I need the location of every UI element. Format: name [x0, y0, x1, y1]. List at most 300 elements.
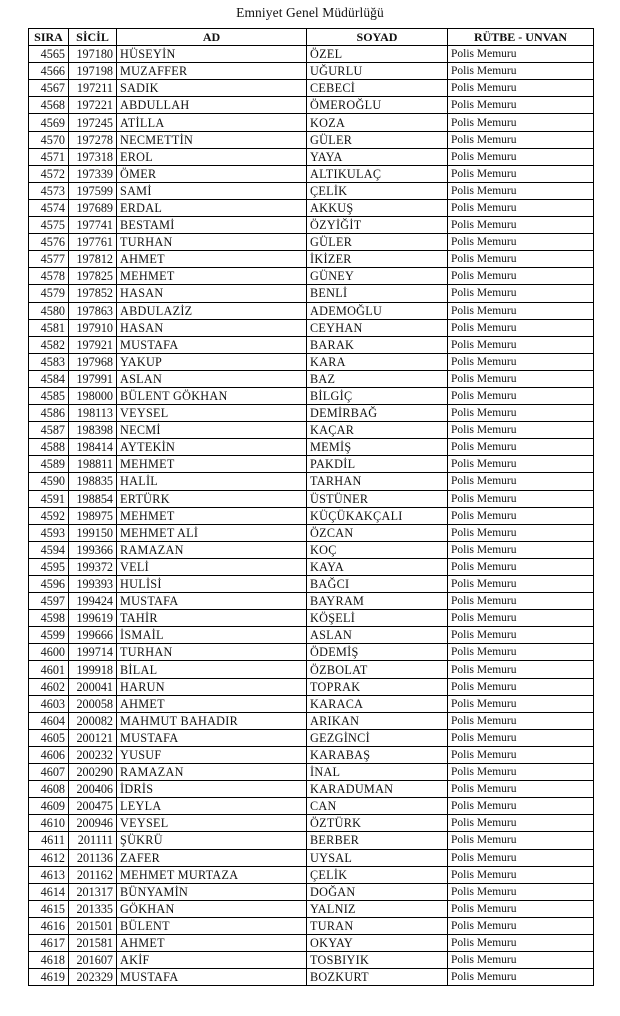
cell-sira: 4579	[29, 285, 69, 302]
cell-soyad: ÖDEMİŞ	[307, 644, 448, 661]
cell-sicil: 200232	[69, 746, 117, 763]
cell-ad: ERDAL	[117, 199, 307, 216]
cell-rutbe-unvan: Polis Memuru	[448, 507, 594, 524]
table-row	[29, 97, 594, 114]
cell-sira: 4575	[29, 217, 69, 234]
cell-ad: AHMET	[117, 251, 307, 268]
cell-sira: 4596	[29, 576, 69, 593]
cell-sicil: 198113	[69, 405, 117, 422]
table-row	[29, 234, 594, 251]
cell-sicil: 198398	[69, 422, 117, 439]
cell-sicil: 200041	[69, 678, 117, 695]
cell-soyad: GÜLER	[307, 234, 448, 251]
cell-sira: 4585	[29, 387, 69, 404]
cell-ad: VEYSEL	[117, 815, 307, 832]
cell-sira: 4618	[29, 952, 69, 969]
cell-rutbe-unvan: Polis Memuru	[448, 746, 594, 763]
cell-sira: 4574	[29, 199, 69, 216]
cell-sira: 4581	[29, 319, 69, 336]
cell-sira: 4601	[29, 661, 69, 678]
table-row	[29, 644, 594, 661]
cell-soyad: İNAL	[307, 764, 448, 781]
column-header-ad: AD	[117, 29, 307, 46]
cell-ad: ATİLLA	[117, 114, 307, 131]
cell-rutbe-unvan: Polis Memuru	[448, 80, 594, 97]
cell-rutbe-unvan: Polis Memuru	[448, 610, 594, 627]
table-row	[29, 866, 594, 883]
cell-sicil: 201607	[69, 952, 117, 969]
cell-sira: 4567	[29, 80, 69, 97]
cell-sira: 4598	[29, 610, 69, 627]
cell-rutbe-unvan: Polis Memuru	[448, 490, 594, 507]
cell-sira: 4615	[29, 900, 69, 917]
table-row	[29, 148, 594, 165]
cell-sicil: 200946	[69, 815, 117, 832]
cell-ad: EROL	[117, 148, 307, 165]
cell-rutbe-unvan: Polis Memuru	[448, 336, 594, 353]
cell-rutbe-unvan: Polis Memuru	[448, 234, 594, 251]
cell-rutbe-unvan: Polis Memuru	[448, 439, 594, 456]
cell-rutbe-unvan: Polis Memuru	[448, 405, 594, 422]
cell-ad: NECMİ	[117, 422, 307, 439]
cell-ad: MUZAFFER	[117, 63, 307, 80]
cell-ad: MEHMET	[117, 507, 307, 524]
cell-ad: VEYSEL	[117, 405, 307, 422]
cell-sira: 4619	[29, 969, 69, 986]
cell-sicil: 197318	[69, 148, 117, 165]
table-row	[29, 165, 594, 182]
cell-sicil: 197599	[69, 182, 117, 199]
cell-ad: RAMAZAN	[117, 541, 307, 558]
cell-sira: 4608	[29, 781, 69, 798]
cell-rutbe-unvan: Polis Memuru	[448, 661, 594, 678]
cell-ad: MUSTAFA	[117, 729, 307, 746]
cell-rutbe-unvan: Polis Memuru	[448, 644, 594, 661]
cell-rutbe-unvan: Polis Memuru	[448, 969, 594, 986]
cell-ad: ŞÜKRÜ	[117, 832, 307, 849]
cell-sicil: 198854	[69, 490, 117, 507]
table-row	[29, 199, 594, 216]
cell-soyad: CEBECİ	[307, 80, 448, 97]
table-row	[29, 661, 594, 678]
cell-rutbe-unvan: Polis Memuru	[448, 934, 594, 951]
cell-soyad: TOPRAK	[307, 678, 448, 695]
cell-sicil: 197852	[69, 285, 117, 302]
table-row	[29, 558, 594, 575]
cell-sira: 4610	[29, 815, 69, 832]
cell-sicil: 199366	[69, 541, 117, 558]
cell-ad: HÜSEYİN	[117, 46, 307, 63]
cell-sicil: 200406	[69, 781, 117, 798]
cell-rutbe-unvan: Polis Memuru	[448, 319, 594, 336]
cell-sicil: 201581	[69, 934, 117, 951]
cell-sira: 4570	[29, 131, 69, 148]
cell-sira: 4586	[29, 405, 69, 422]
table-row	[29, 336, 594, 353]
cell-rutbe-unvan: Polis Memuru	[448, 695, 594, 712]
cell-ad: MAHMUT BAHADIR	[117, 712, 307, 729]
cell-soyad: UĞURLU	[307, 63, 448, 80]
cell-sira: 4573	[29, 182, 69, 199]
cell-sicil: 197245	[69, 114, 117, 131]
table-row	[29, 490, 594, 507]
cell-sicil: 197761	[69, 234, 117, 251]
cell-ad: BESTAMİ	[117, 217, 307, 234]
cell-sira: 4617	[29, 934, 69, 951]
cell-sira: 4590	[29, 473, 69, 490]
table-row	[29, 456, 594, 473]
table-row	[29, 422, 594, 439]
table-row	[29, 182, 594, 199]
cell-rutbe-unvan: Polis Memuru	[448, 798, 594, 815]
cell-sira: 4603	[29, 695, 69, 712]
table-row	[29, 832, 594, 849]
table-row	[29, 883, 594, 900]
cell-soyad: BAZ	[307, 370, 448, 387]
cell-sira: 4589	[29, 456, 69, 473]
cell-rutbe-unvan: Polis Memuru	[448, 97, 594, 114]
cell-sira: 4587	[29, 422, 69, 439]
cell-sicil: 201111	[69, 832, 117, 849]
table-row	[29, 849, 594, 866]
cell-soyad: PAKDİL	[307, 456, 448, 473]
cell-rutbe-unvan: Polis Memuru	[448, 199, 594, 216]
cell-sicil: 201136	[69, 849, 117, 866]
cell-ad: HASAN	[117, 285, 307, 302]
cell-rutbe-unvan: Polis Memuru	[448, 558, 594, 575]
cell-ad: MEHMET	[117, 456, 307, 473]
cell-sicil: 197278	[69, 131, 117, 148]
table-row	[29, 524, 594, 541]
cell-soyad: ÖZYİĞİT	[307, 217, 448, 234]
table-row	[29, 251, 594, 268]
table-row	[29, 217, 594, 234]
cell-sicil: 197863	[69, 302, 117, 319]
cell-rutbe-unvan: Polis Memuru	[448, 900, 594, 917]
cell-soyad: KARA	[307, 353, 448, 370]
cell-soyad: İKİZER	[307, 251, 448, 268]
cell-soyad: BAĞCI	[307, 576, 448, 593]
table-row	[29, 114, 594, 131]
cell-ad: GÖKHAN	[117, 900, 307, 917]
cell-rutbe-unvan: Polis Memuru	[448, 849, 594, 866]
cell-soyad: ÖZEL	[307, 46, 448, 63]
cell-sira: 4577	[29, 251, 69, 268]
cell-sicil: 197825	[69, 268, 117, 285]
cell-soyad: KARABAŞ	[307, 746, 448, 763]
table-row	[29, 746, 594, 763]
table-row	[29, 319, 594, 336]
cell-soyad: KARACA	[307, 695, 448, 712]
cell-sicil: 198975	[69, 507, 117, 524]
column-header-soyad: SOYAD	[307, 29, 448, 46]
cell-soyad: ÇELİK	[307, 866, 448, 883]
cell-rutbe-unvan: Polis Memuru	[448, 781, 594, 798]
cell-ad: HALİL	[117, 473, 307, 490]
cell-soyad: KOÇ	[307, 541, 448, 558]
cell-rutbe-unvan: Polis Memuru	[448, 815, 594, 832]
cell-soyad: DEMİRBAĞ	[307, 405, 448, 422]
cell-rutbe-unvan: Polis Memuru	[448, 148, 594, 165]
table-row	[29, 678, 594, 695]
cell-soyad: TURAN	[307, 917, 448, 934]
table-body	[29, 46, 594, 986]
cell-ad: BÜLENT GÖKHAN	[117, 387, 307, 404]
cell-soyad: MEMİŞ	[307, 439, 448, 456]
cell-ad: HULİSİ	[117, 576, 307, 593]
cell-ad: SAMİ	[117, 182, 307, 199]
cell-sira: 4568	[29, 97, 69, 114]
cell-soyad: DOĞAN	[307, 883, 448, 900]
table-row	[29, 695, 594, 712]
cell-rutbe-unvan: Polis Memuru	[448, 456, 594, 473]
cell-sicil: 198811	[69, 456, 117, 473]
cell-sicil: 198835	[69, 473, 117, 490]
table-row	[29, 387, 594, 404]
cell-sira: 4595	[29, 558, 69, 575]
cell-sicil: 197812	[69, 251, 117, 268]
cell-rutbe-unvan: Polis Memuru	[448, 576, 594, 593]
cell-rutbe-unvan: Polis Memuru	[448, 302, 594, 319]
cell-rutbe-unvan: Polis Memuru	[448, 422, 594, 439]
cell-ad: BİLAL	[117, 661, 307, 678]
cell-soyad: OKYAY	[307, 934, 448, 951]
cell-soyad: GÜLER	[307, 131, 448, 148]
cell-sira: 4572	[29, 165, 69, 182]
cell-sira: 4565	[29, 46, 69, 63]
cell-rutbe-unvan: Polis Memuru	[448, 285, 594, 302]
cell-sira: 4592	[29, 507, 69, 524]
cell-ad: BÜNYAMİN	[117, 883, 307, 900]
cell-rutbe-unvan: Polis Memuru	[448, 182, 594, 199]
cell-sira: 4604	[29, 712, 69, 729]
cell-rutbe-unvan: Polis Memuru	[448, 866, 594, 883]
table-row	[29, 46, 594, 63]
cell-sira: 4600	[29, 644, 69, 661]
cell-ad: TURHAN	[117, 644, 307, 661]
cell-ad: ABDULLAH	[117, 97, 307, 114]
cell-sicil: 200475	[69, 798, 117, 815]
cell-sira: 4599	[29, 627, 69, 644]
cell-rutbe-unvan: Polis Memuru	[448, 387, 594, 404]
cell-rutbe-unvan: Polis Memuru	[448, 165, 594, 182]
cell-soyad: KOZA	[307, 114, 448, 131]
cell-rutbe-unvan: Polis Memuru	[448, 268, 594, 285]
cell-sicil: 199714	[69, 644, 117, 661]
cell-ad: AYTEKİN	[117, 439, 307, 456]
cell-sira: 4609	[29, 798, 69, 815]
cell-sira: 4584	[29, 370, 69, 387]
cell-rutbe-unvan: Polis Memuru	[448, 832, 594, 849]
cell-ad: TAHİR	[117, 610, 307, 627]
cell-soyad: BİLGİÇ	[307, 387, 448, 404]
cell-ad: SADIK	[117, 80, 307, 97]
cell-soyad: AKKUŞ	[307, 199, 448, 216]
table-row	[29, 952, 594, 969]
table-row	[29, 507, 594, 524]
table-row	[29, 729, 594, 746]
cell-ad: AKİF	[117, 952, 307, 969]
table-row	[29, 353, 594, 370]
cell-rutbe-unvan: Polis Memuru	[448, 251, 594, 268]
cell-ad: MUSTAFA	[117, 336, 307, 353]
cell-rutbe-unvan: Polis Memuru	[448, 952, 594, 969]
table-row	[29, 969, 594, 986]
cell-ad: YUSUF	[117, 746, 307, 763]
cell-soyad: BERBER	[307, 832, 448, 849]
cell-rutbe-unvan: Polis Memuru	[448, 473, 594, 490]
cell-sira: 4605	[29, 729, 69, 746]
cell-sicil: 201501	[69, 917, 117, 934]
cell-soyad: ÖZTÜRK	[307, 815, 448, 832]
table-row	[29, 63, 594, 80]
table-row	[29, 285, 594, 302]
cell-rutbe-unvan: Polis Memuru	[448, 114, 594, 131]
cell-sira: 4582	[29, 336, 69, 353]
cell-rutbe-unvan: Polis Memuru	[448, 63, 594, 80]
cell-ad: MEHMET ALİ	[117, 524, 307, 541]
table-row	[29, 80, 594, 97]
cell-soyad: KÜÇÜKAKÇALI	[307, 507, 448, 524]
cell-ad: BÜLENT	[117, 917, 307, 934]
cell-sicil: 201335	[69, 900, 117, 917]
cell-soyad: ARIKAN	[307, 712, 448, 729]
cell-sicil: 199372	[69, 558, 117, 575]
cell-sira: 4571	[29, 148, 69, 165]
cell-sira: 4611	[29, 832, 69, 849]
cell-sicil: 201162	[69, 866, 117, 883]
cell-soyad: ÖMEROĞLU	[307, 97, 448, 114]
table-row	[29, 934, 594, 951]
cell-sicil: 197968	[69, 353, 117, 370]
cell-sira: 4566	[29, 63, 69, 80]
cell-sicil: 200058	[69, 695, 117, 712]
cell-sicil: 197910	[69, 319, 117, 336]
cell-soyad: GEZGİNCİ	[307, 729, 448, 746]
cell-soyad: UYSAL	[307, 849, 448, 866]
cell-ad: MUSTAFA	[117, 969, 307, 986]
table-row	[29, 302, 594, 319]
cell-soyad: BARAK	[307, 336, 448, 353]
table-row	[29, 610, 594, 627]
cell-soyad: ADEMOĞLU	[307, 302, 448, 319]
cell-sira: 4580	[29, 302, 69, 319]
cell-sira: 4612	[29, 849, 69, 866]
cell-soyad: YAYA	[307, 148, 448, 165]
table-row	[29, 815, 594, 832]
cell-rutbe-unvan: Polis Memuru	[448, 764, 594, 781]
cell-ad: AHMET	[117, 934, 307, 951]
cell-ad: RAMAZAN	[117, 764, 307, 781]
cell-sicil: 197211	[69, 80, 117, 97]
cell-ad: İDRİS	[117, 781, 307, 798]
cell-sicil: 199393	[69, 576, 117, 593]
cell-rutbe-unvan: Polis Memuru	[448, 131, 594, 148]
cell-rutbe-unvan: Polis Memuru	[448, 593, 594, 610]
cell-sicil: 197180	[69, 46, 117, 63]
cell-soyad: BOZKURT	[307, 969, 448, 986]
cell-rutbe-unvan: Polis Memuru	[448, 883, 594, 900]
table-row	[29, 712, 594, 729]
cell-rutbe-unvan: Polis Memuru	[448, 678, 594, 695]
cell-sira: 4606	[29, 746, 69, 763]
cell-ad: HARUN	[117, 678, 307, 695]
cell-rutbe-unvan: Polis Memuru	[448, 712, 594, 729]
cell-ad: MEHMET	[117, 268, 307, 285]
cell-rutbe-unvan: Polis Memuru	[448, 370, 594, 387]
cell-ad: ABDULAZİZ	[117, 302, 307, 319]
table-row	[29, 405, 594, 422]
cell-sicil: 197339	[69, 165, 117, 182]
cell-ad: MUSTAFA	[117, 593, 307, 610]
cell-ad: MEHMET MURTAZA	[117, 866, 307, 883]
cell-soyad: ÖZBOLAT	[307, 661, 448, 678]
cell-sicil: 200121	[69, 729, 117, 746]
cell-rutbe-unvan: Polis Memuru	[448, 729, 594, 746]
cell-sicil: 198414	[69, 439, 117, 456]
cell-soyad: TOSBIYIK	[307, 952, 448, 969]
cell-soyad: CEYHAN	[307, 319, 448, 336]
cell-rutbe-unvan: Polis Memuru	[448, 627, 594, 644]
column-header-sira: SIRA	[29, 29, 69, 46]
cell-sicil: 197921	[69, 336, 117, 353]
cell-sira: 4594	[29, 541, 69, 558]
table-row	[29, 439, 594, 456]
table-row	[29, 473, 594, 490]
cell-sira: 4597	[29, 593, 69, 610]
cell-ad: HASAN	[117, 319, 307, 336]
cell-sicil: 197689	[69, 199, 117, 216]
cell-sicil: 197741	[69, 217, 117, 234]
cell-sira: 4614	[29, 883, 69, 900]
cell-sira: 4616	[29, 917, 69, 934]
cell-sira: 4583	[29, 353, 69, 370]
cell-rutbe-unvan: Polis Memuru	[448, 541, 594, 558]
cell-soyad: BENLİ	[307, 285, 448, 302]
cell-soyad: KAÇAR	[307, 422, 448, 439]
cell-soyad: TARHAN	[307, 473, 448, 490]
cell-soyad: CAN	[307, 798, 448, 815]
table-row	[29, 627, 594, 644]
table-header-row	[29, 29, 594, 46]
column-header-rutbe-unvan: RÜTBE - UNVAN	[448, 29, 594, 46]
cell-ad: VELİ	[117, 558, 307, 575]
cell-sicil: 201317	[69, 883, 117, 900]
cell-sicil: 199619	[69, 610, 117, 627]
cell-soyad: BAYRAM	[307, 593, 448, 610]
cell-ad: ASLAN	[117, 370, 307, 387]
cell-sira: 4602	[29, 678, 69, 695]
cell-ad: LEYLA	[117, 798, 307, 815]
cell-sicil: 200290	[69, 764, 117, 781]
cell-rutbe-unvan: Polis Memuru	[448, 353, 594, 370]
table-row	[29, 576, 594, 593]
cell-ad: YAKUP	[117, 353, 307, 370]
table-row	[29, 370, 594, 387]
cell-ad: AHMET	[117, 695, 307, 712]
cell-sira: 4569	[29, 114, 69, 131]
cell-sira: 4593	[29, 524, 69, 541]
cell-sicil: 200082	[69, 712, 117, 729]
table-row	[29, 764, 594, 781]
cell-soyad: YALNIZ	[307, 900, 448, 917]
cell-sira: 4578	[29, 268, 69, 285]
cell-rutbe-unvan: Polis Memuru	[448, 46, 594, 63]
cell-sira: 4591	[29, 490, 69, 507]
cell-soyad: ÜSTÜNER	[307, 490, 448, 507]
table-row	[29, 781, 594, 798]
cell-ad: TURHAN	[117, 234, 307, 251]
